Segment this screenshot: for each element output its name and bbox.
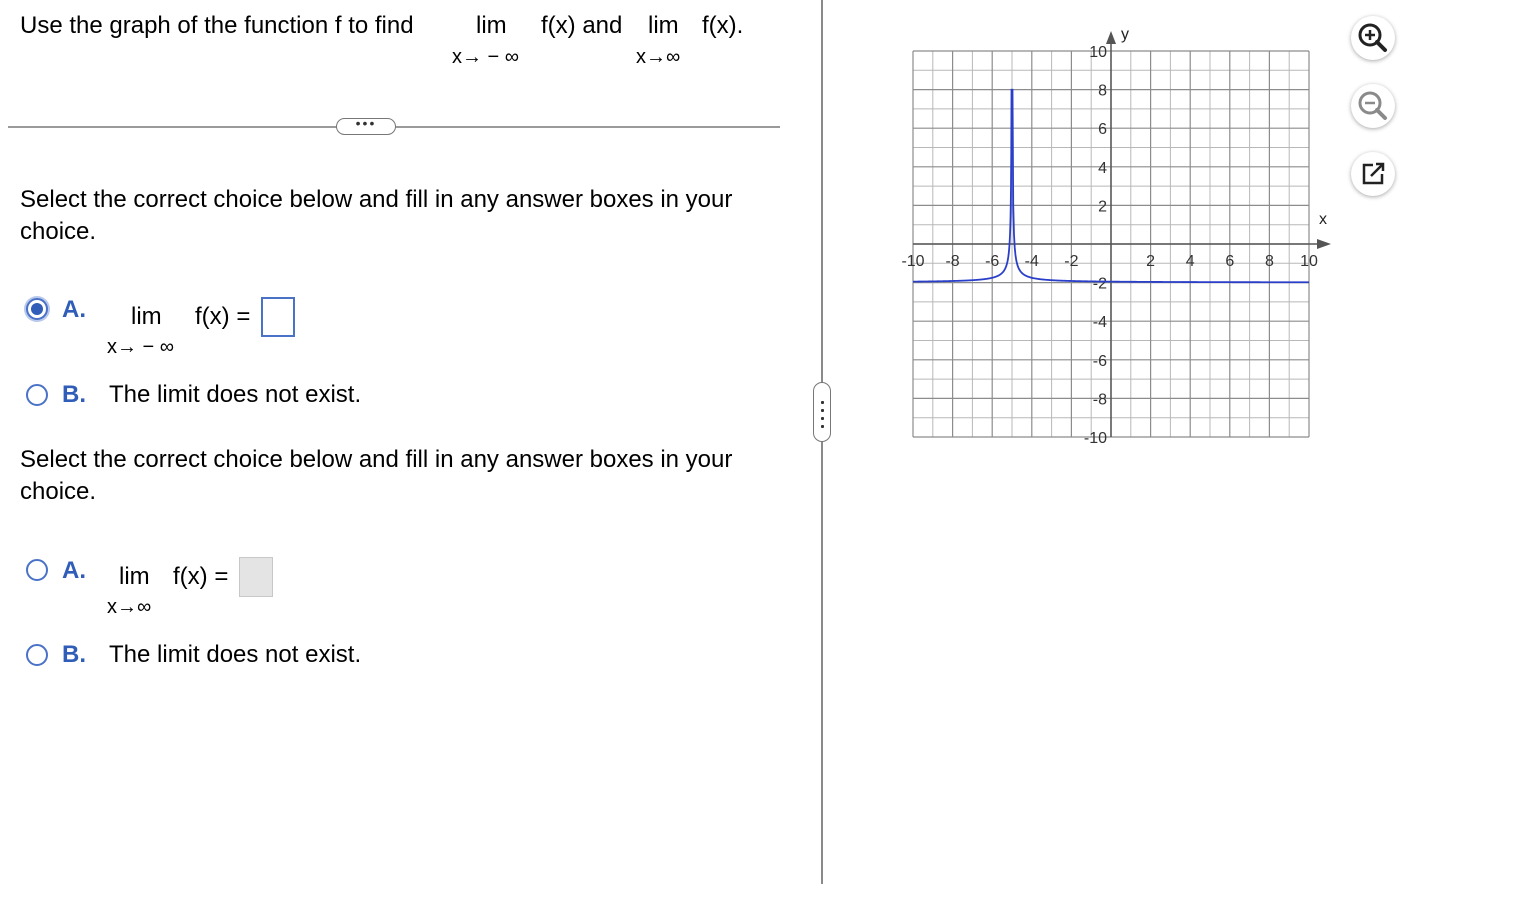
part2-answer-input[interactable] — [239, 557, 273, 597]
question-prefix: Use the graph of the function f to find — [20, 12, 414, 39]
x-axis-label: x — [1319, 211, 1327, 228]
part1-option-b-text: The limit does not exist. — [109, 381, 362, 408]
question-mid: f(x) and — [541, 12, 623, 39]
y-tick-label: 6 — [1098, 121, 1107, 139]
part1-option-a-lim-word: lim — [131, 303, 162, 330]
part1-option-b-letter: B. — [62, 381, 86, 408]
part2-prompt: Select the correct choice below and fill in any answer boxes in your choice. — [20, 446, 733, 505]
expand-button[interactable]: ••• — [336, 118, 396, 135]
question-lim1-subscript: x→ − ∞ — [452, 46, 520, 68]
x-tick-label: -2 — [1064, 253, 1079, 270]
part1-prompt: Select the correct choice below and fill in any answer boxes in your choice. — [20, 186, 733, 245]
function-graph — [880, 10, 1350, 460]
x-tick-label: 4 — [1185, 253, 1195, 270]
part2-option-a-radio[interactable] — [26, 559, 48, 581]
panel-splitter[interactable] — [821, 0, 823, 884]
zoom-in-button[interactable] — [1351, 16, 1395, 60]
part2-option-b-radio[interactable] — [26, 644, 48, 666]
popout-button[interactable] — [1351, 152, 1395, 196]
y-tick-label: 2 — [1098, 198, 1107, 216]
y-axis-arrow — [1106, 31, 1116, 44]
y-tick-label: 10 — [1089, 44, 1107, 61]
part1-option-a-letter: A. — [62, 296, 86, 323]
part2-option-a-letter: A. — [62, 557, 86, 584]
x-tick-label: -10 — [901, 253, 925, 270]
y-tick-label: -4 — [1092, 314, 1107, 332]
question-lim2-word: lim — [648, 12, 679, 39]
question-lim2-subscript: x→∞ — [636, 46, 681, 68]
part2-option-a-lim-word: lim — [119, 563, 150, 590]
question-suffix: f(x). — [702, 12, 744, 39]
part1-option-a-expr: f(x) = — [195, 303, 251, 330]
x-tick-label: -4 — [1024, 253, 1039, 270]
part2-option-b-letter: B. — [62, 641, 86, 668]
splitter-handle[interactable] — [813, 382, 831, 442]
external-link-icon — [1351, 152, 1395, 196]
y-tick-label: 8 — [1098, 82, 1107, 100]
zoom-out-button[interactable] — [1351, 84, 1395, 128]
x-tick-label: 8 — [1264, 253, 1274, 270]
x-tick-label: -8 — [945, 253, 960, 270]
y-tick-label: -6 — [1092, 352, 1107, 370]
y-tick-label: -10 — [1083, 430, 1107, 447]
part1-option-a-lim-subscript: x→ − ∞ — [107, 336, 175, 358]
y-axis-label: y — [1121, 26, 1129, 43]
part1-option-a-radio[interactable] — [26, 298, 48, 320]
part1-answer-input[interactable] — [261, 297, 295, 337]
zoom-out-icon — [1351, 84, 1395, 128]
part2-option-a-lim-subscript: x→∞ — [107, 596, 152, 618]
x-axis-arrow — [1317, 239, 1331, 249]
part2-option-b-text: The limit does not exist. — [109, 641, 362, 668]
x-tick-label: 10 — [1300, 253, 1318, 270]
x-tick-label: 6 — [1225, 253, 1235, 270]
y-tick-label: -8 — [1092, 391, 1107, 409]
x-tick-label: 2 — [1146, 253, 1156, 270]
part1-option-b-radio[interactable] — [26, 384, 48, 406]
x-tick-label: -6 — [985, 253, 1000, 270]
zoom-in-icon — [1351, 16, 1395, 60]
question-lim1-word: lim — [476, 12, 507, 39]
y-tick-label: 4 — [1098, 159, 1107, 177]
part2-option-a-expr: f(x) = — [173, 563, 229, 590]
y-tick-label: -2 — [1092, 275, 1107, 293]
